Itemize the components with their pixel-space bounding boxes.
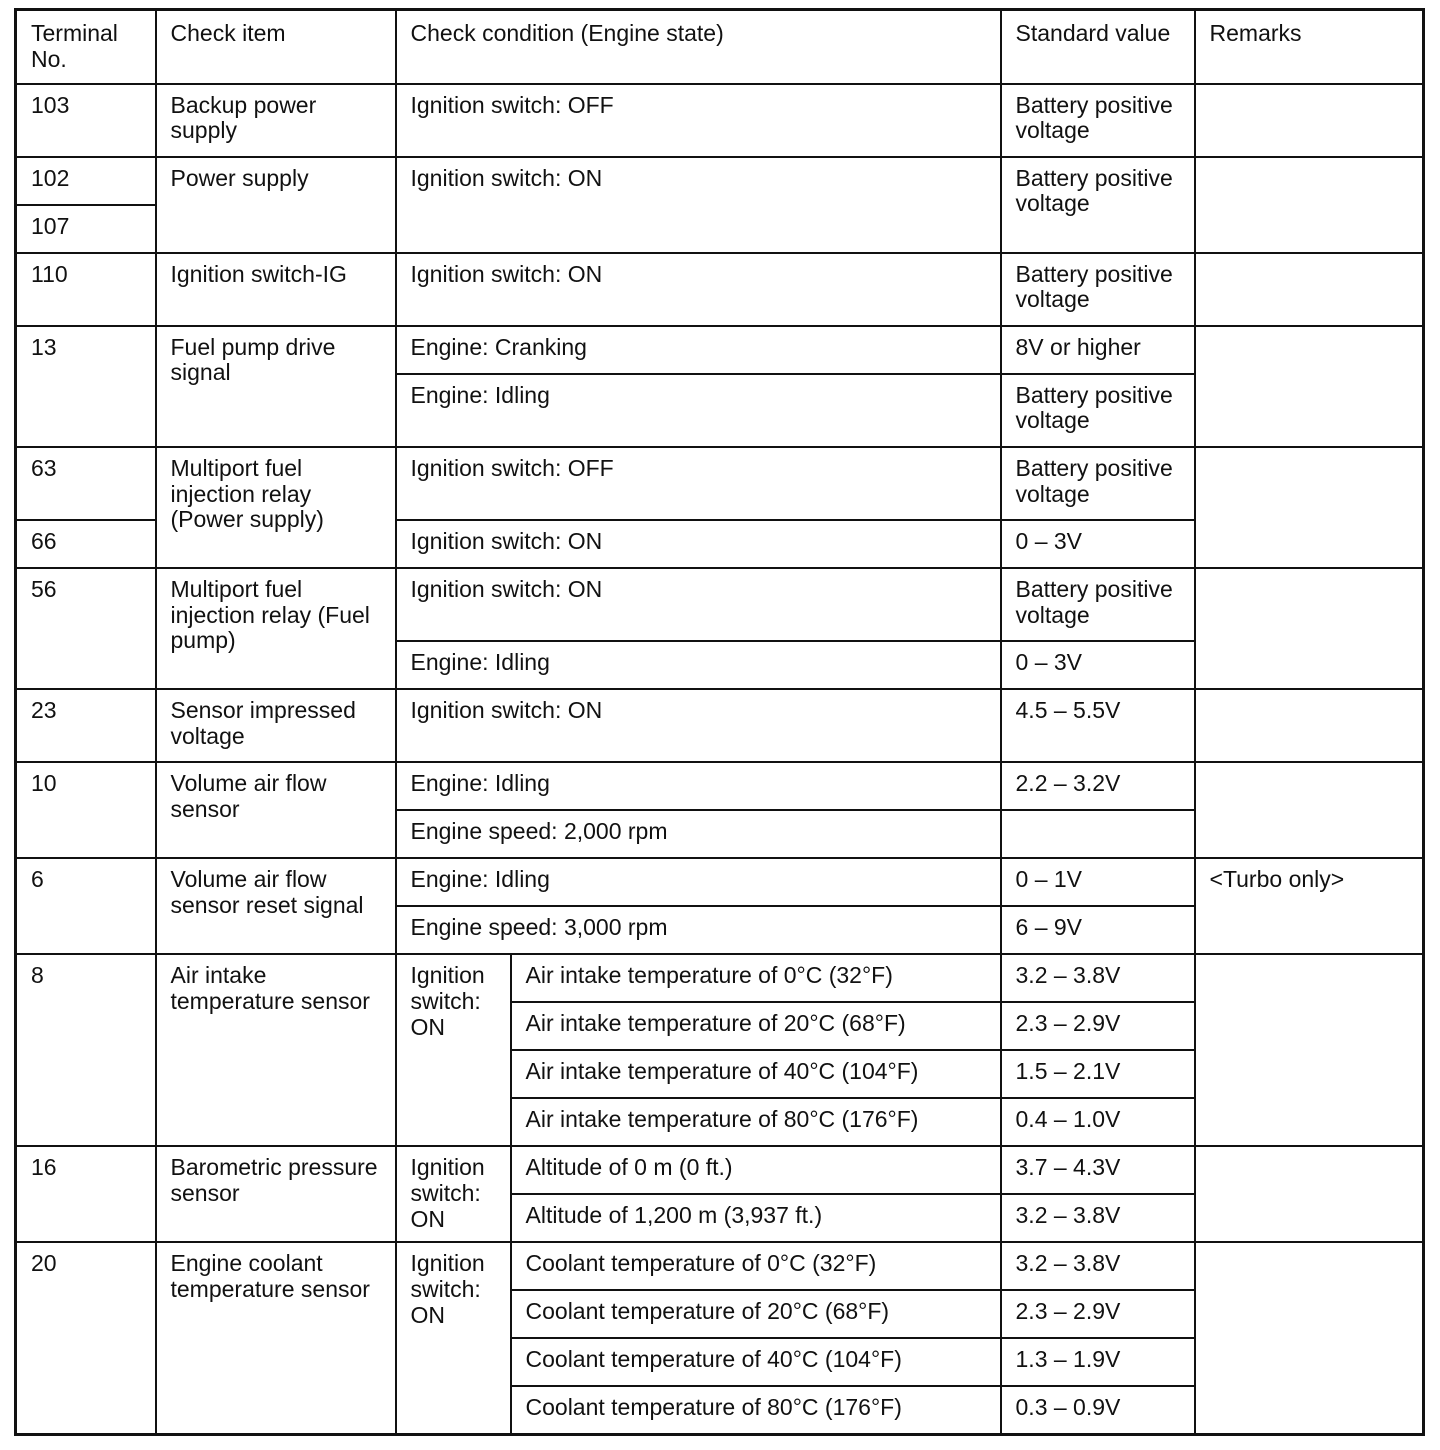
- terminal-number: 16: [16, 1146, 156, 1242]
- header-check-item: Check item: [156, 10, 396, 84]
- table-row: [16, 1146, 1424, 1194]
- remarks-cell: [1195, 762, 1424, 858]
- table-row: [16, 762, 1424, 810]
- terminal-number: 10: [16, 762, 156, 858]
- terminal-number: 107: [16, 205, 156, 253]
- standard-value: 6 – 9V: [1001, 906, 1195, 954]
- standard-value: 1.5 – 2.1V: [1001, 1050, 1195, 1098]
- remarks-cell: [1195, 447, 1424, 568]
- header-standard-value: Standard value: [1001, 10, 1195, 84]
- check-condition: Ignition switch: ON: [396, 157, 1001, 253]
- check-condition: Ignition switch: OFF: [396, 447, 1001, 520]
- table-row: [16, 447, 1424, 520]
- check-item: Fuel pump drive signal: [156, 326, 396, 447]
- check-condition: Coolant temperature of 20°C (68°F): [511, 1290, 1001, 1338]
- engine-state: Ignition switch: ON: [396, 954, 511, 1146]
- check-item: Multiport fuel injection relay (Fuel pump): [156, 568, 396, 689]
- standard-value: Battery positive voltage: [1001, 447, 1195, 520]
- terminal-number: 23: [16, 689, 156, 762]
- header-remarks: Remarks: [1195, 10, 1424, 84]
- check-condition: Coolant temperature of 0°C (32°F): [511, 1242, 1001, 1290]
- table-row: [16, 689, 1424, 762]
- remarks-cell: [1195, 1242, 1424, 1434]
- check-condition: Engine: Idling: [396, 858, 1001, 906]
- check-condition: Engine: Idling: [396, 641, 1001, 689]
- standard-value: Battery positive voltage: [1001, 84, 1195, 157]
- check-condition: Coolant temperature of 40°C (104°F): [511, 1338, 1001, 1386]
- check-condition: Ignition switch: ON: [396, 520, 1001, 568]
- check-condition: Altitude of 0 m (0 ft.): [511, 1146, 1001, 1194]
- remarks-cell: [1195, 568, 1424, 689]
- standard-value: 3.2 – 3.8V: [1001, 1194, 1195, 1242]
- check-condition: Engine speed: 3,000 rpm: [396, 906, 1001, 954]
- check-condition: Ignition switch: ON: [396, 689, 1001, 762]
- standard-value: [1001, 810, 1195, 858]
- remarks-cell: [1195, 1146, 1424, 1242]
- remarks-cell: [1195, 689, 1424, 762]
- standard-value: 3.2 – 3.8V: [1001, 1242, 1195, 1290]
- spec-table: [14, 8, 1425, 1436]
- standard-value: 2.2 – 3.2V: [1001, 762, 1195, 810]
- check-condition: Air intake temperature of 40°C (104°F): [511, 1050, 1001, 1098]
- check-condition: Air intake temperature of 0°C (32°F): [511, 954, 1001, 1002]
- check-item: Volume air flow sensor reset signal: [156, 858, 396, 954]
- standard-value: 0.4 – 1.0V: [1001, 1098, 1195, 1146]
- header-terminal: Terminal No.: [16, 10, 156, 84]
- standard-value: 2.3 – 2.9V: [1001, 1002, 1195, 1050]
- check-condition: Engine speed: 2,000 rpm: [396, 810, 1001, 858]
- standard-value: Battery positive voltage: [1001, 374, 1195, 447]
- table-row: [16, 858, 1424, 906]
- standard-value: 2.3 – 2.9V: [1001, 1290, 1195, 1338]
- terminal-number: 8: [16, 954, 156, 1146]
- standard-value: 0 – 3V: [1001, 641, 1195, 689]
- standard-value: 3.2 – 3.8V: [1001, 954, 1195, 1002]
- engine-state: Ignition switch: ON: [396, 1242, 511, 1434]
- standard-value: 0.3 – 0.9V: [1001, 1386, 1195, 1434]
- check-condition: Ignition switch: OFF: [396, 84, 1001, 157]
- remarks-cell: [1195, 954, 1424, 1146]
- check-condition: Engine: Idling: [396, 762, 1001, 810]
- header-check-condition: Check condition (Engine state): [396, 10, 1001, 84]
- table-row: [16, 253, 1424, 326]
- check-condition: Engine: Idling: [396, 374, 1001, 447]
- check-item: Sensor impressed voltage: [156, 689, 396, 762]
- check-condition: Air intake temperature of 80°C (176°F): [511, 1098, 1001, 1146]
- terminal-number: 6: [16, 858, 156, 954]
- terminal-number: 13: [16, 326, 156, 447]
- check-item: Power supply: [156, 157, 396, 253]
- check-item: Backup power supply: [156, 84, 396, 157]
- check-condition: Altitude of 1,200 m (3,937 ft.): [511, 1194, 1001, 1242]
- standard-value: Battery positive voltage: [1001, 253, 1195, 326]
- remarks-cell: [1195, 253, 1424, 326]
- standard-value: 1.3 – 1.9V: [1001, 1338, 1195, 1386]
- remarks-cell: <Turbo only>: [1195, 858, 1424, 954]
- check-item: Engine coolant temperature sensor: [156, 1242, 396, 1434]
- terminal-number: 63: [16, 447, 156, 520]
- table-row: [16, 157, 1424, 205]
- check-item: Multiport fuel injection relay (Power supply): [156, 447, 396, 568]
- standard-value: Battery positive voltage: [1001, 568, 1195, 641]
- remarks-cell: [1195, 157, 1424, 253]
- remarks-cell: [1195, 84, 1424, 157]
- table-row: [16, 568, 1424, 641]
- engine-state: Ignition switch: ON: [396, 1146, 511, 1242]
- standard-value: 8V or higher: [1001, 326, 1195, 374]
- table-row: [16, 954, 1424, 1002]
- table-row: [16, 1242, 1424, 1290]
- terminal-number: 56: [16, 568, 156, 689]
- standard-value: Battery positive voltage: [1001, 157, 1195, 253]
- check-condition: Air intake temperature of 20°C (68°F): [511, 1002, 1001, 1050]
- terminal-number: 110: [16, 253, 156, 326]
- terminal-number: 103: [16, 84, 156, 157]
- check-condition: Ignition switch: ON: [396, 253, 1001, 326]
- check-condition: Ignition switch: ON: [396, 568, 1001, 641]
- header-row: [16, 10, 1424, 84]
- terminal-number: 20: [16, 1242, 156, 1434]
- check-item: Air intake temperature sensor: [156, 954, 396, 1146]
- terminal-number: 102: [16, 157, 156, 205]
- remarks-cell: [1195, 326, 1424, 447]
- check-condition: Engine: Cranking: [396, 326, 1001, 374]
- terminal-number: 66: [16, 520, 156, 568]
- terminal-voltage-check-table: [14, 8, 1422, 1436]
- check-item: Volume air flow sensor: [156, 762, 396, 858]
- standard-value: 0 – 1V: [1001, 858, 1195, 906]
- check-item: Barometric pressure sensor: [156, 1146, 396, 1242]
- check-condition: Coolant temperature of 80°C (176°F): [511, 1386, 1001, 1434]
- check-item: Ignition switch-IG: [156, 253, 396, 326]
- table-row: [16, 84, 1424, 157]
- standard-value: 0 – 3V: [1001, 520, 1195, 568]
- standard-value: 4.5 – 5.5V: [1001, 689, 1195, 762]
- table-row: [16, 326, 1424, 374]
- standard-value: 3.7 – 4.3V: [1001, 1146, 1195, 1194]
